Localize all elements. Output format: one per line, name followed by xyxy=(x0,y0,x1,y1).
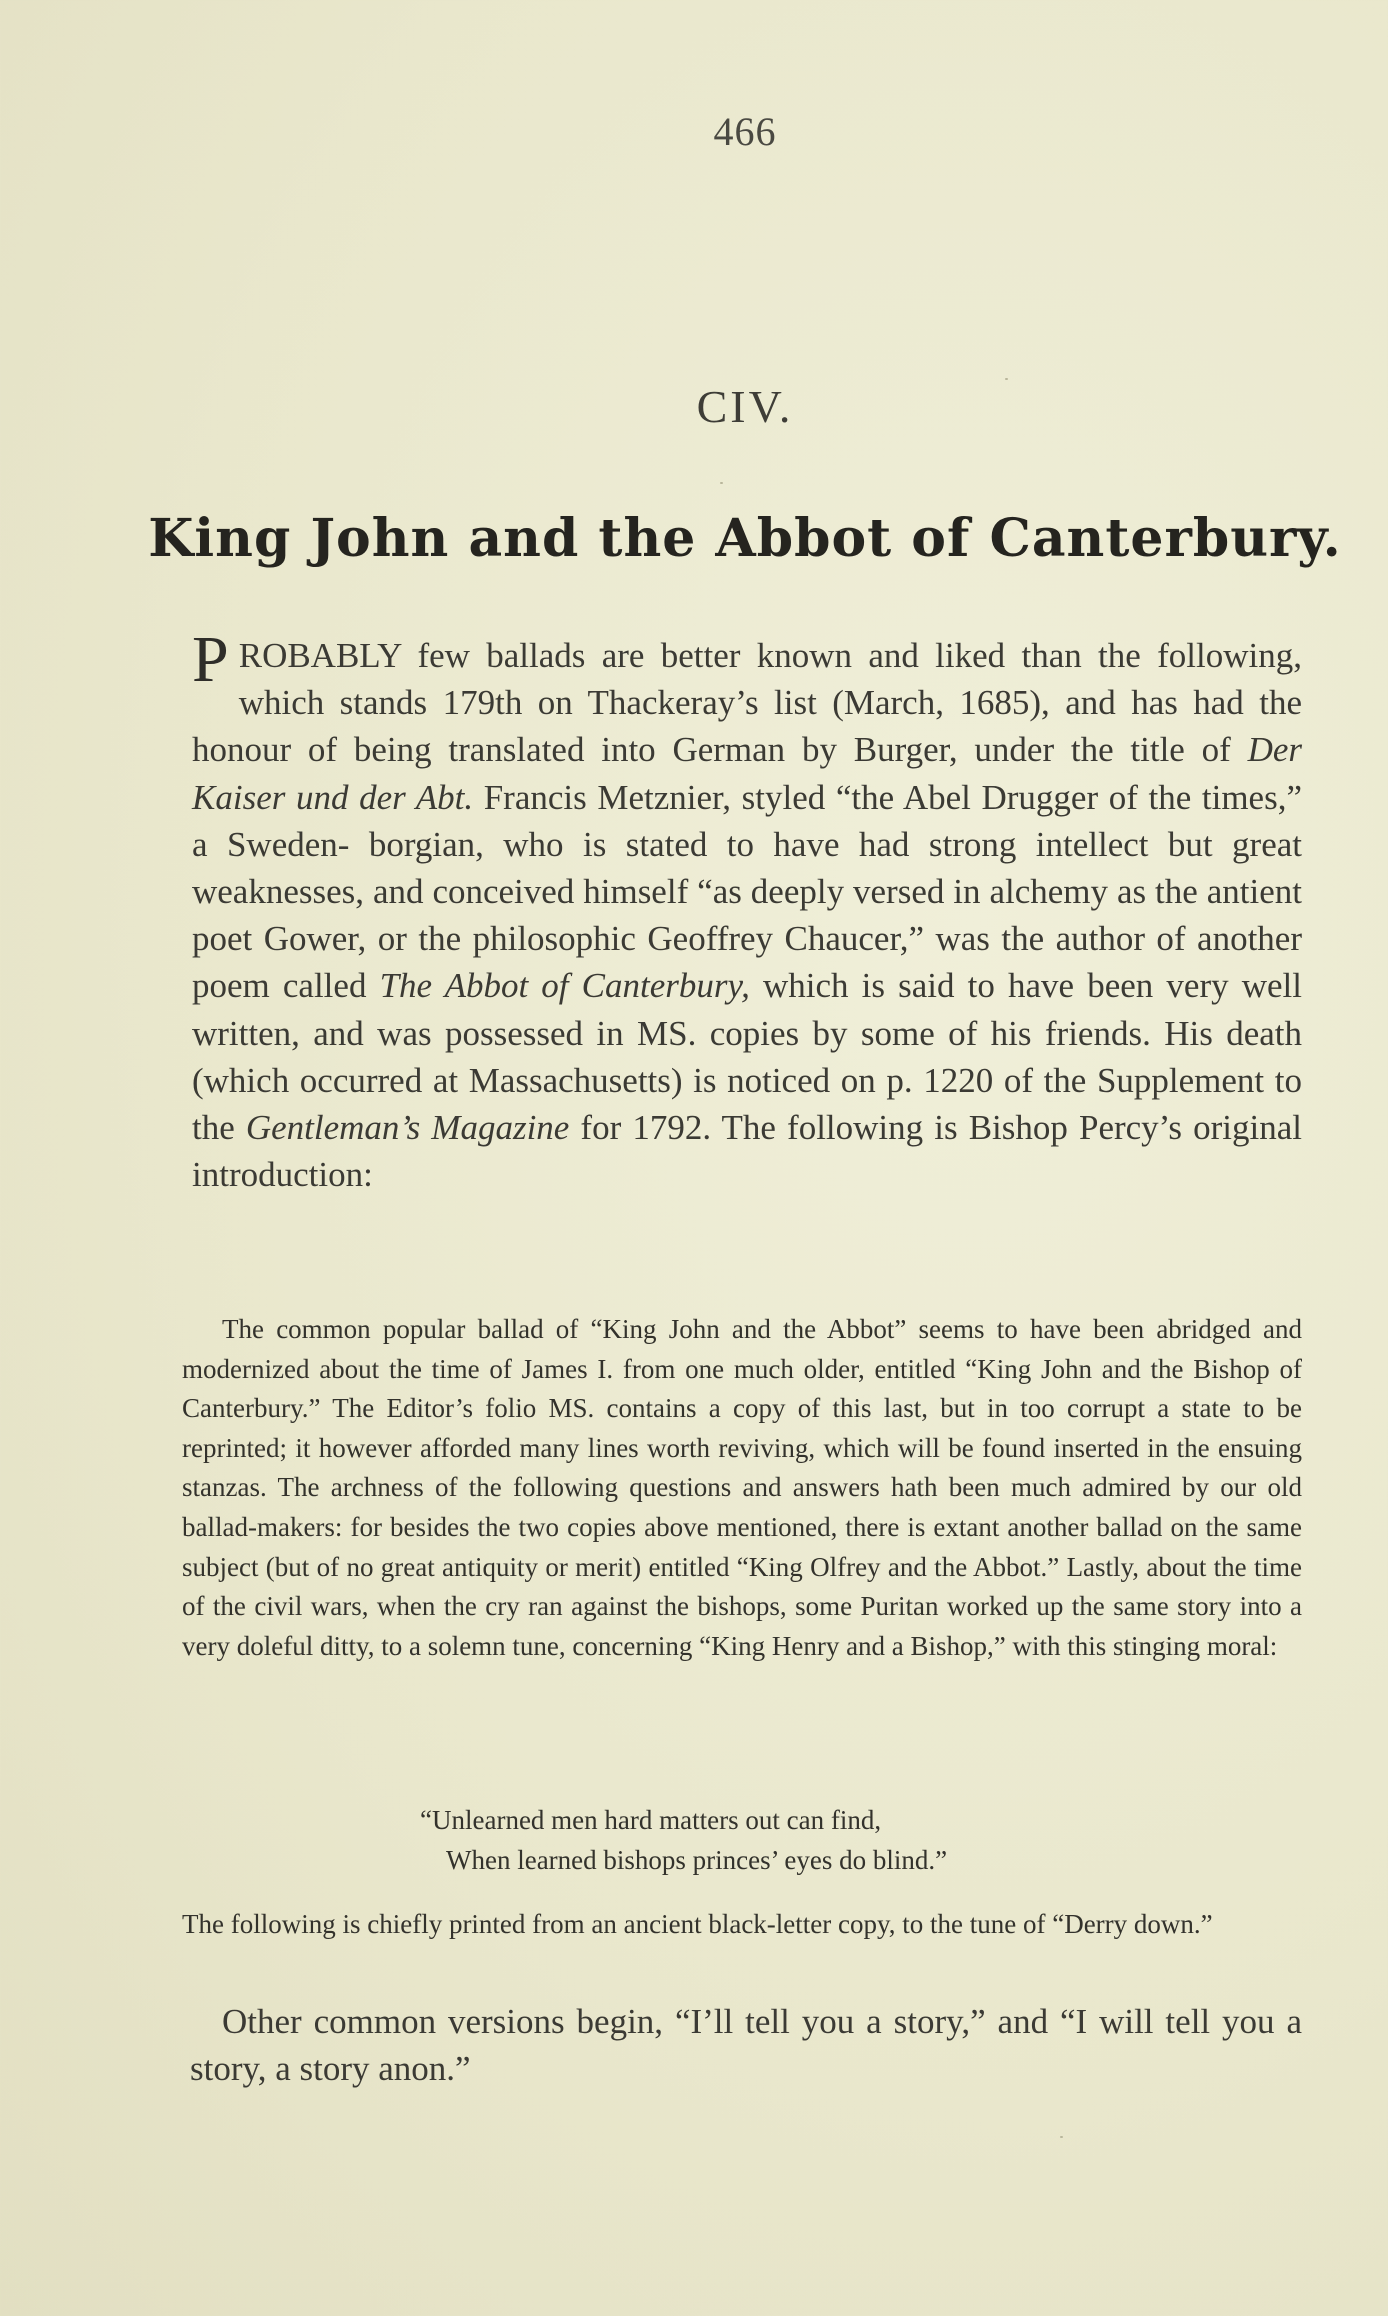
paper-speck xyxy=(1060,2136,1063,2138)
intro-body-4: for 1792. The following is Bishop Percy’s original introduction: xyxy=(192,1108,1302,1195)
moral-verse xyxy=(420,1800,1120,1880)
intro-italic-title-3: Gentleman’s Magazine xyxy=(245,1108,570,1148)
source-note xyxy=(182,1904,1302,1944)
paper-speck xyxy=(720,482,723,484)
intro-italic-title-1: Der Kaiser und der Abt. xyxy=(192,730,1302,817)
moral-verse-line-1: “Unlearned men hard matters out can find, xyxy=(420,1805,882,1835)
ballad-title: King John and the Abbot of Canterbury. xyxy=(148,508,1342,569)
source-note-text: The following is chiefly printed from an ancient black-letter copy, to the tune of “Derry down.” xyxy=(182,1909,1213,1939)
page-number: 466 xyxy=(713,109,777,154)
closing-paragraph-text: Other common versions begin, “I’ll tell you a story,” and “I will tell you a story, a story anon.” xyxy=(190,2002,1302,2088)
intro-body-1: following, which stands 179th on Thackeray’s list (March, 1685), and has had the honour of being translated into German by Burger, under the title of xyxy=(192,636,1302,770)
drop-cap: P xyxy=(192,623,229,696)
chapter-numeral: CIV. xyxy=(696,381,794,432)
closing-paragraph xyxy=(190,1998,1302,2092)
intro-italic-title-2: The Abbot of Canterbury, xyxy=(379,966,750,1006)
percy-introduction-text: The common popular ballad of “King John and the Abbot” seems to have been abridged and modernized about the time of James I. from one much older, entitled “King John and the Bishop of Canterbury.” The Editor’s folio MS. contains a copy of this last, but in too corrupt a state to be reprinted; it however afforded many lines worth reviving, which will be found inserted in the ensuing stanzas. The archness of the following questions and answers hath been much admired by our old ballad-makers: for besides the two copies above mentioned, there is extant another ballad on the same subject (but of no great antiquity or merit) entitled “King Olfrey and the Abbot.” Lastly, about the time of the civil wars, when the cry ran against the bishops, some Puritan worked up the same story into a very doleful ditty, to a solemn tune, concerning “King Henry and a Bishop,” with this stinging moral: xyxy=(182,1314,1302,1661)
moral-verse-line-2: When learned bishops princes’ eyes do blind.” xyxy=(446,1845,948,1875)
intro-paragraph xyxy=(192,623,1302,1198)
intro-first-line: ROBABLY few ballads are better known and liked than the xyxy=(238,636,1141,675)
paper-speck xyxy=(1005,378,1008,380)
intro-body-3: which is said to have been very well written, and was possessed in MS. copies by some of his friends. His death (which occurred at Massachusetts) is noticed on p. 1220 of the Supplement to the xyxy=(192,966,1302,1148)
percy-introduction xyxy=(182,1310,1302,1666)
intro-body-2: Francis Metznier, styled “the Abel Drugger of the times,” a Sweden- borgian, who is stated to have had strong intellect but great weaknesses, and conceived himself “as deeply versed in alchemy as the antient poet Gower, or the philosophic Geoffrey Chaucer,” was the author of another poem called xyxy=(192,777,1302,1006)
